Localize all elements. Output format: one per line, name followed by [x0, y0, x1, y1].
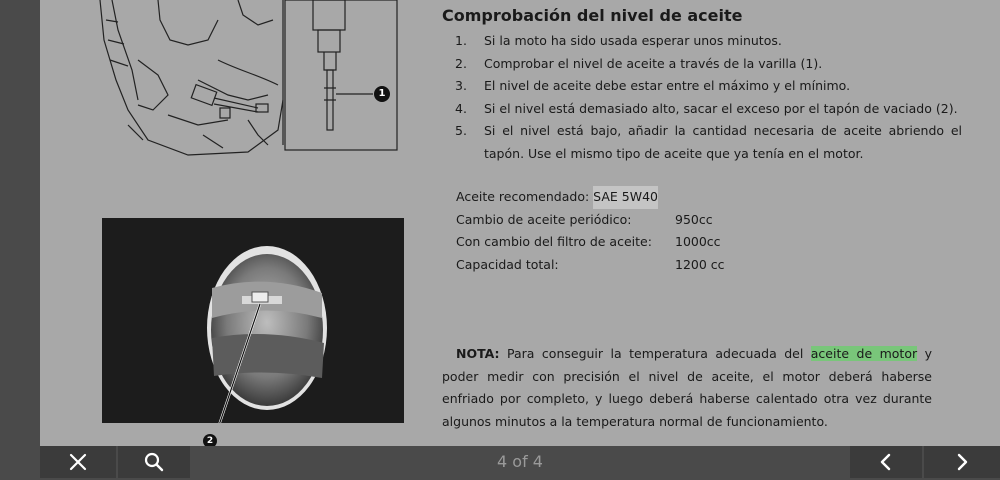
callout-2-badge: 2: [203, 434, 217, 446]
step-number: 3.: [455, 78, 467, 93]
step-text: Si el nivel está bajo, añadir la cantidad necesaria de aceite abriendo el tapón. Use el mismo tipo de aceite que ya tenía en el motor.: [484, 123, 962, 161]
page-title: Comprobación del nivel de aceite: [442, 6, 743, 25]
engine-dipstick-illustration: [98, 0, 398, 160]
bottom-toolbar: [0, 446, 1000, 480]
spec-value: 1000cc: [675, 234, 721, 249]
note-text-before: Para conseguir la temperatura adecuada del: [499, 346, 811, 361]
spec-value: 950cc: [675, 211, 713, 227]
document-page: [40, 0, 1000, 446]
oil-specs: [456, 186, 725, 276]
close-button[interactable]: [40, 446, 116, 478]
step-number: 2.: [455, 55, 467, 71]
list-item: [442, 98, 962, 121]
list-item: [442, 120, 962, 165]
step-text: Comprobar el nivel de aceite a través de la varilla (1).: [484, 55, 823, 71]
note-label: NOTA:: [456, 346, 500, 361]
spec-value: 1200 cc: [675, 256, 725, 272]
spec-label: Aceite recomendado:: [456, 189, 590, 204]
note-text-after: y poder medir con precisión el nivel de aceite, el motor deberá haberse enfriado por completo, y luego deberá haberse calentado otra vez durante algunos minutos a la temperatura normal de funcionamiento.: [442, 346, 932, 429]
previous-page-button[interactable]: [850, 446, 922, 478]
step-text: El nivel de aceite debe estar entre el máximo y el mínimo.: [484, 78, 851, 93]
spec-row-capacity: [456, 254, 725, 277]
chevron-left-icon: [879, 453, 893, 471]
callout-1-badge: 1: [374, 86, 390, 102]
step-number: 5.: [455, 123, 467, 138]
next-page-button[interactable]: [924, 446, 1000, 478]
search-highlight[interactable]: aceite de motor: [810, 346, 918, 361]
drain-plug-photo: [102, 218, 404, 423]
step-number: 4.: [455, 100, 467, 116]
step-text: Si el nivel está demasiado alto, sacar el exceso por el tapón de vaciado (2).: [484, 100, 958, 116]
list-item: [442, 53, 962, 76]
spec-label: Con cambio del filtro de aceite:: [456, 234, 652, 249]
note-paragraph: [442, 343, 932, 433]
spec-value-highlighted[interactable]: SAE 5W40: [593, 186, 658, 209]
spec-label: Cambio de aceite periódico:: [456, 211, 632, 227]
step-number: 1.: [455, 33, 467, 48]
list-item: [442, 75, 962, 98]
spec-row-periodic: [456, 209, 725, 232]
spec-row-filter: [456, 231, 725, 254]
list-item: [442, 30, 962, 53]
search-icon: [144, 452, 164, 472]
search-button[interactable]: [118, 446, 190, 478]
steps-list: [442, 30, 962, 165]
spec-label: Capacidad total:: [456, 256, 559, 272]
step-text: Si la moto ha sido usada esperar unos minutos.: [484, 33, 782, 48]
close-icon: [69, 453, 87, 471]
page-indicator: 4 of 4: [497, 452, 543, 471]
spec-row-recommended: [456, 186, 725, 209]
chevron-right-icon: [955, 453, 969, 471]
